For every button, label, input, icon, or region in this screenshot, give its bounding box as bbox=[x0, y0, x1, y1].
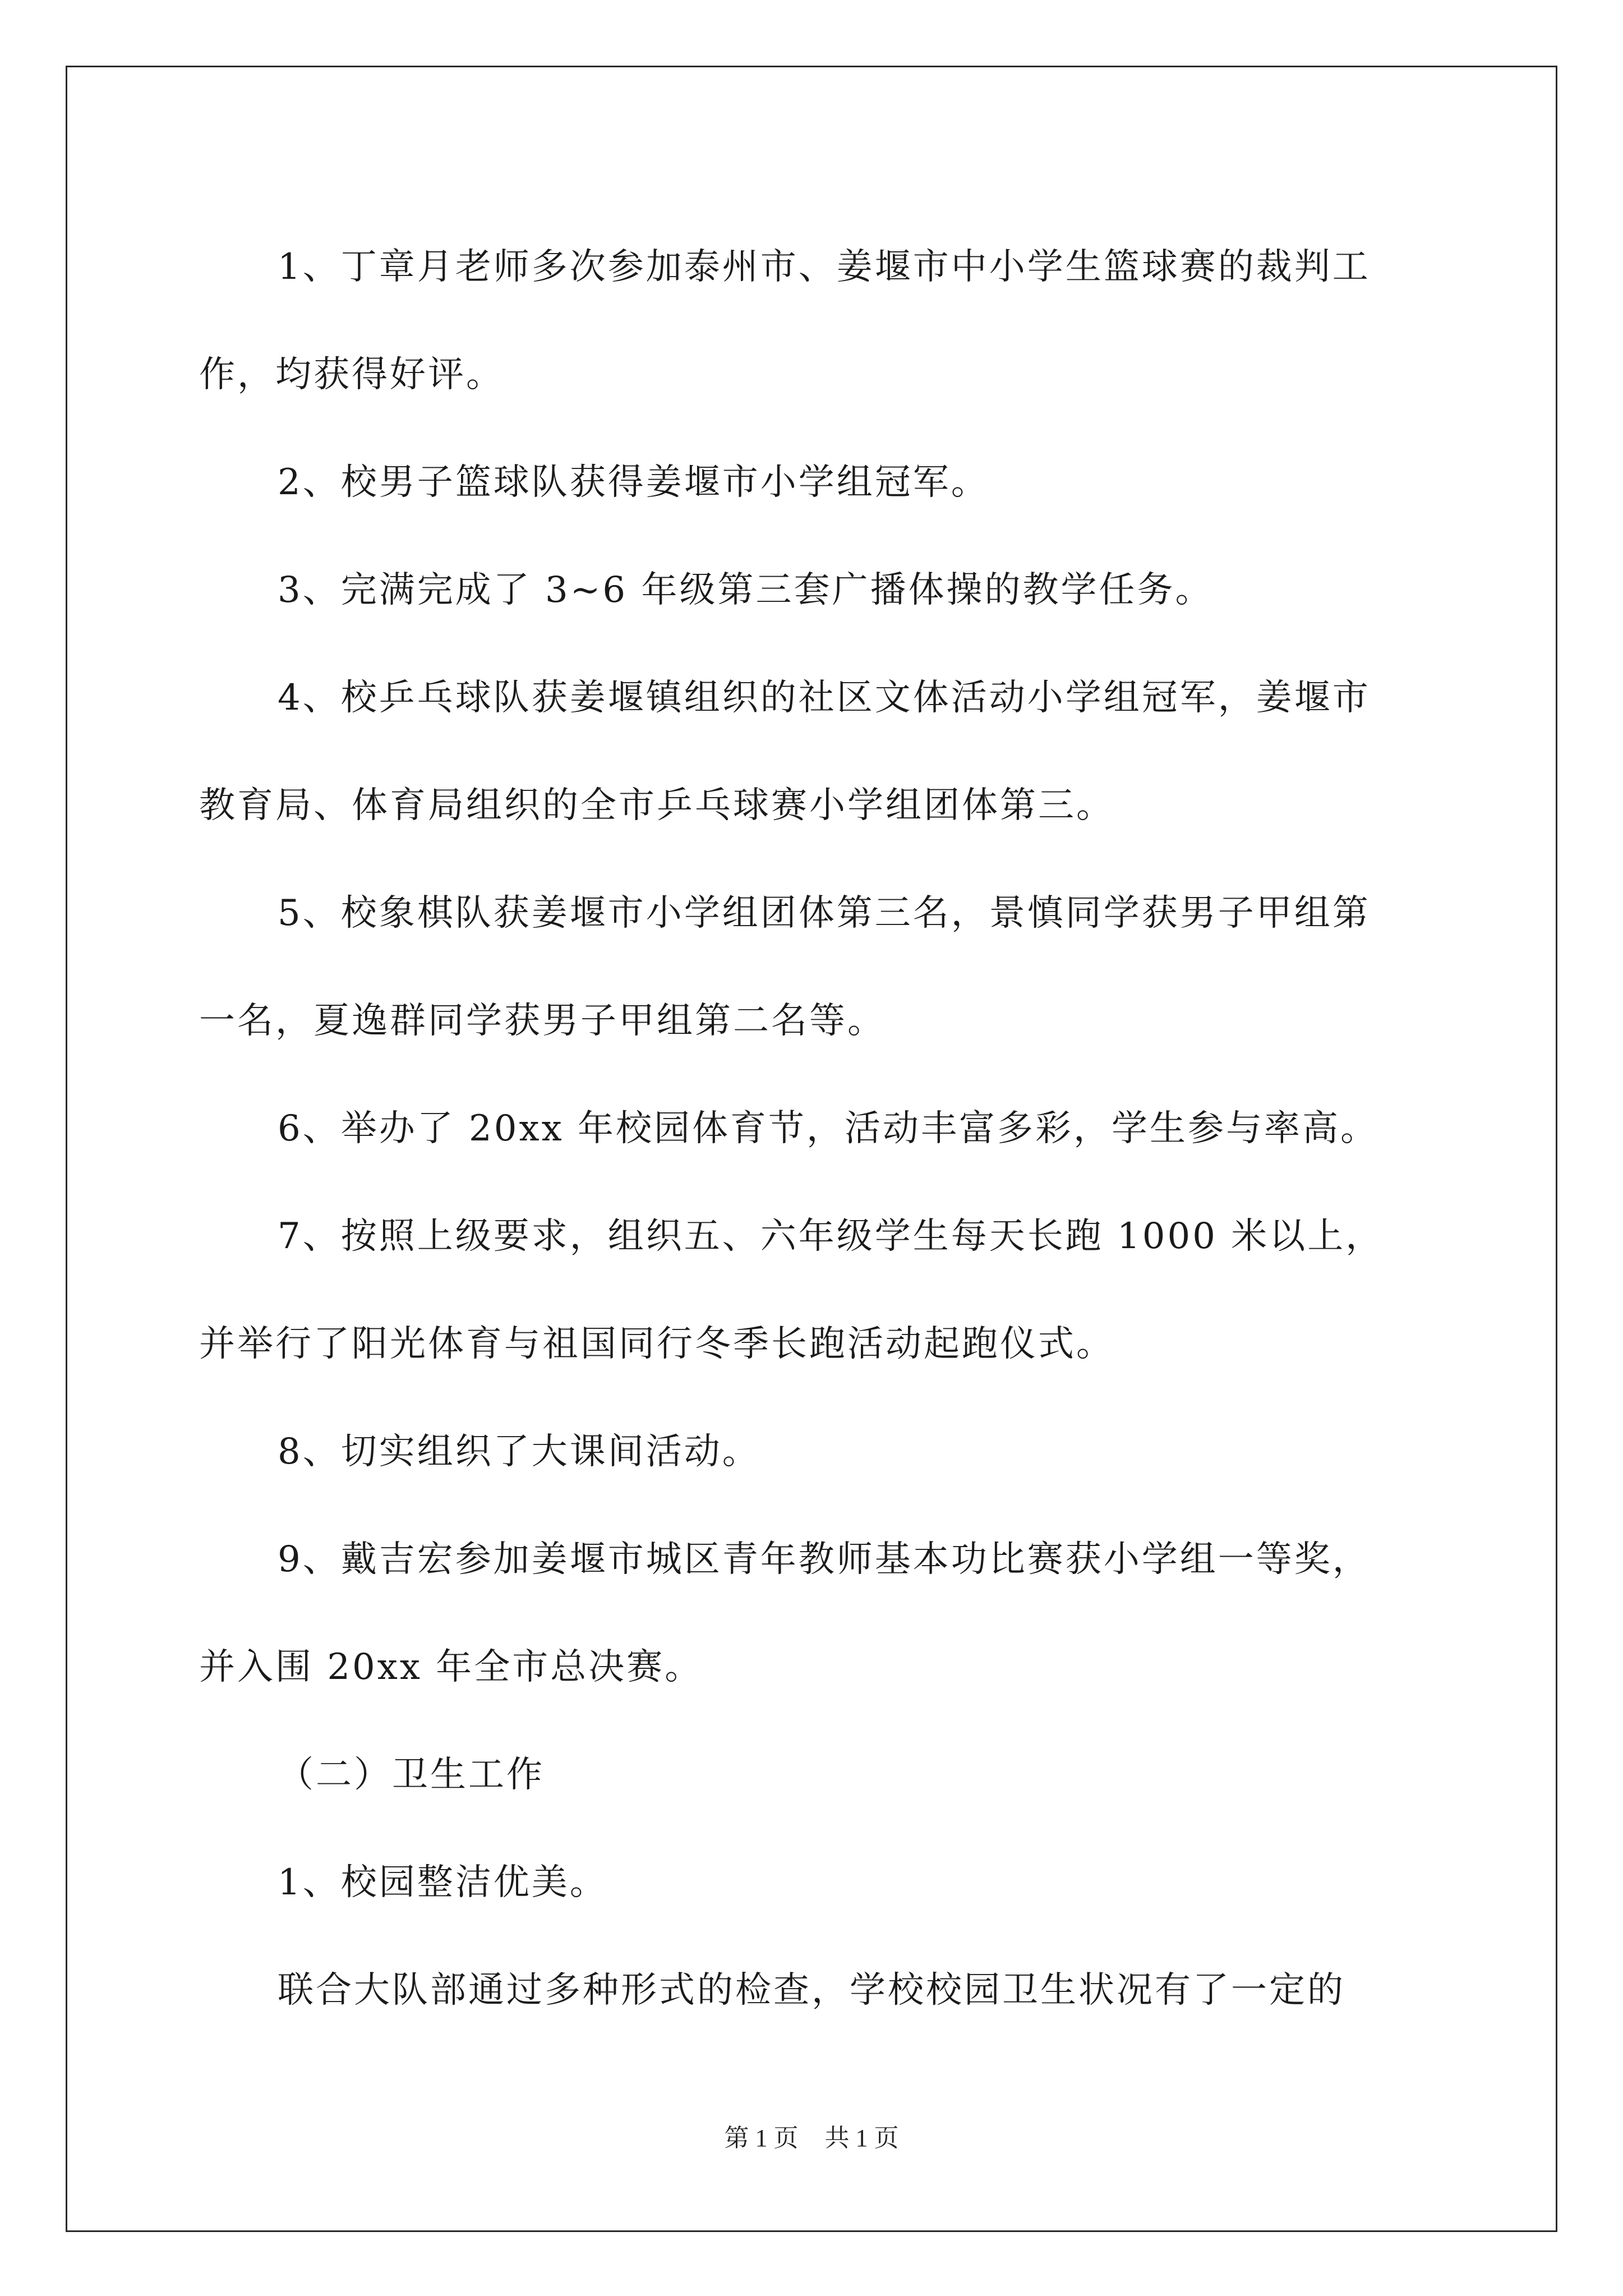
section-heading: （二）卫生工作 bbox=[278, 1754, 545, 1796]
paragraph-line: 作，均获得好评。 bbox=[199, 354, 504, 395]
paragraph-line: 6、举办了 20xx 年校园体育节，活动丰富多彩，学生参与率高。 bbox=[278, 1108, 1379, 1149]
paragraph-line: 2、校男子篮球队获得姜堰市小学组冠军。 bbox=[278, 462, 989, 503]
paragraph-line: 4、校乒乓球队获姜堰镇组织的社区文体活动小学组冠军，姜堰市 bbox=[278, 677, 1371, 719]
paragraph-line: 一名，夏逸群同学获男子甲组第二名等。 bbox=[199, 1000, 886, 1042]
paragraph-line: 1、校园整洁优美。 bbox=[278, 1862, 608, 1903]
paragraph-line: 3、完满完成了 3~6 年级第三套广播体操的教学任务。 bbox=[278, 569, 1214, 611]
paragraph-line: 8、切实组织了大课间活动。 bbox=[278, 1431, 760, 1473]
paragraph-line: 1、丁章月老师多次参加泰州市、姜堰市中小学生篮球赛的裁判工 bbox=[278, 246, 1371, 288]
page-number-current: 第 1 页 bbox=[724, 2124, 799, 2152]
paragraph-line: 5、校象棋队获姜堰市小学组团体第三名，景慎同学获男子甲组第 bbox=[278, 892, 1371, 934]
page-number-total: 共 1 页 bbox=[824, 2124, 899, 2152]
paragraph-line: 并入围 20xx 年全市总决赛。 bbox=[199, 1646, 703, 1688]
paragraph-line: 联合大队部通过多种形式的检查，学校校园卫生状况有了一定的 bbox=[278, 1970, 1345, 2011]
paragraph-line: 7、按照上级要求，组织五、六年级学生每天长跑 1000 米以上， bbox=[278, 1216, 1384, 1257]
document-body bbox=[199, 213, 1444, 2044]
paragraph-line: 9、戴吉宏参加姜堰市城区青年教师基本功比赛获小学组一等奖， bbox=[278, 1539, 1371, 1580]
paragraph-line: 教育局、体育局组织的全市乒乓球赛小学组团体第三。 bbox=[199, 785, 1114, 826]
paragraph-line: 并举行了阳光体育与祖国同行冬季长跑活动起跑仪式。 bbox=[199, 1323, 1114, 1365]
page-footer bbox=[0, 2118, 1623, 2154]
